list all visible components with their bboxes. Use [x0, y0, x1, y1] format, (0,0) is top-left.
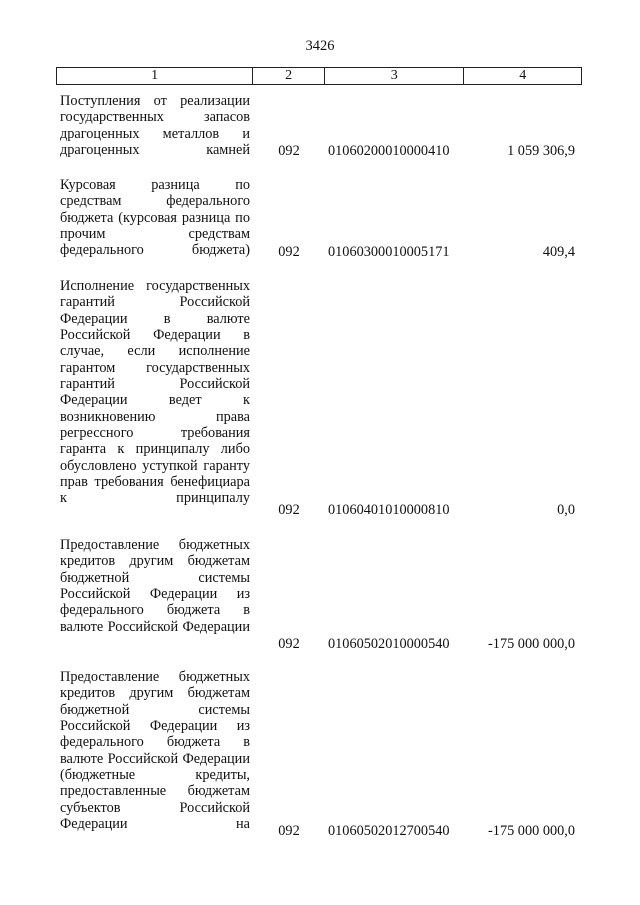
- column-header-row: [56, 67, 582, 85]
- column-header-2: 2: [253, 68, 325, 84]
- row-code: 01060300010005171: [328, 244, 450, 260]
- column-header-3: 3: [325, 68, 464, 84]
- row-description: Поступления от реализации государственных запасов драгоценных металлов и драгоценных камней: [60, 93, 250, 159]
- column-header-1: 1: [57, 68, 253, 84]
- row-code: 01060401010000810: [328, 502, 450, 518]
- row-chapter: 092: [278, 502, 300, 518]
- row-description: Курсовая разница по средствам федерального бюджета (курсовая разница по прочим средствам федерального бюджета): [60, 177, 250, 259]
- row-amount: -175 000 000,0: [488, 823, 575, 839]
- row-description: Предоставление бюджетных кредитов другим бюджетам бюджетной системы Российской Федерации из федерального бюджета в валюте Российской Федерации (бюджетные кредиты, предоставленные бюджетам субъектов Российской Федерации на: [60, 669, 250, 833]
- row-amount: 0,0: [557, 502, 575, 518]
- row-chapter: 092: [278, 823, 300, 839]
- column-header-4: 4: [519, 68, 527, 83]
- row-chapter: 092: [278, 143, 300, 159]
- row-chapter: 092: [278, 636, 300, 652]
- row-amount: -175 000 000,0: [488, 636, 575, 652]
- row-description: Предоставление бюджетных кредитов другим бюджетам бюджетной системы Российской Федерации из федерального бюджета в валюте Российской Федерации: [60, 537, 250, 635]
- row-code: 01060200010000410: [328, 143, 450, 159]
- row-chapter: 092: [278, 244, 300, 260]
- row-code: 01060502012700540: [328, 823, 450, 839]
- row-description: Исполнение государственных гарантий Российской Федерации в валюте Российской Федерации в случае, если исполнение гарантом государственных гарантий Российской Федерации ведет к возникновению права регрессного требования гаранта к принципалу либо обусловлено уступкой гаранту прав требования бенефициара к принципалу: [60, 278, 250, 507]
- row-amount: 409,4: [542, 244, 575, 260]
- row-code: 01060502010000540: [328, 636, 450, 652]
- page-number: 3426: [305, 38, 335, 54]
- row-amount: 1 059 306,9: [507, 143, 575, 159]
